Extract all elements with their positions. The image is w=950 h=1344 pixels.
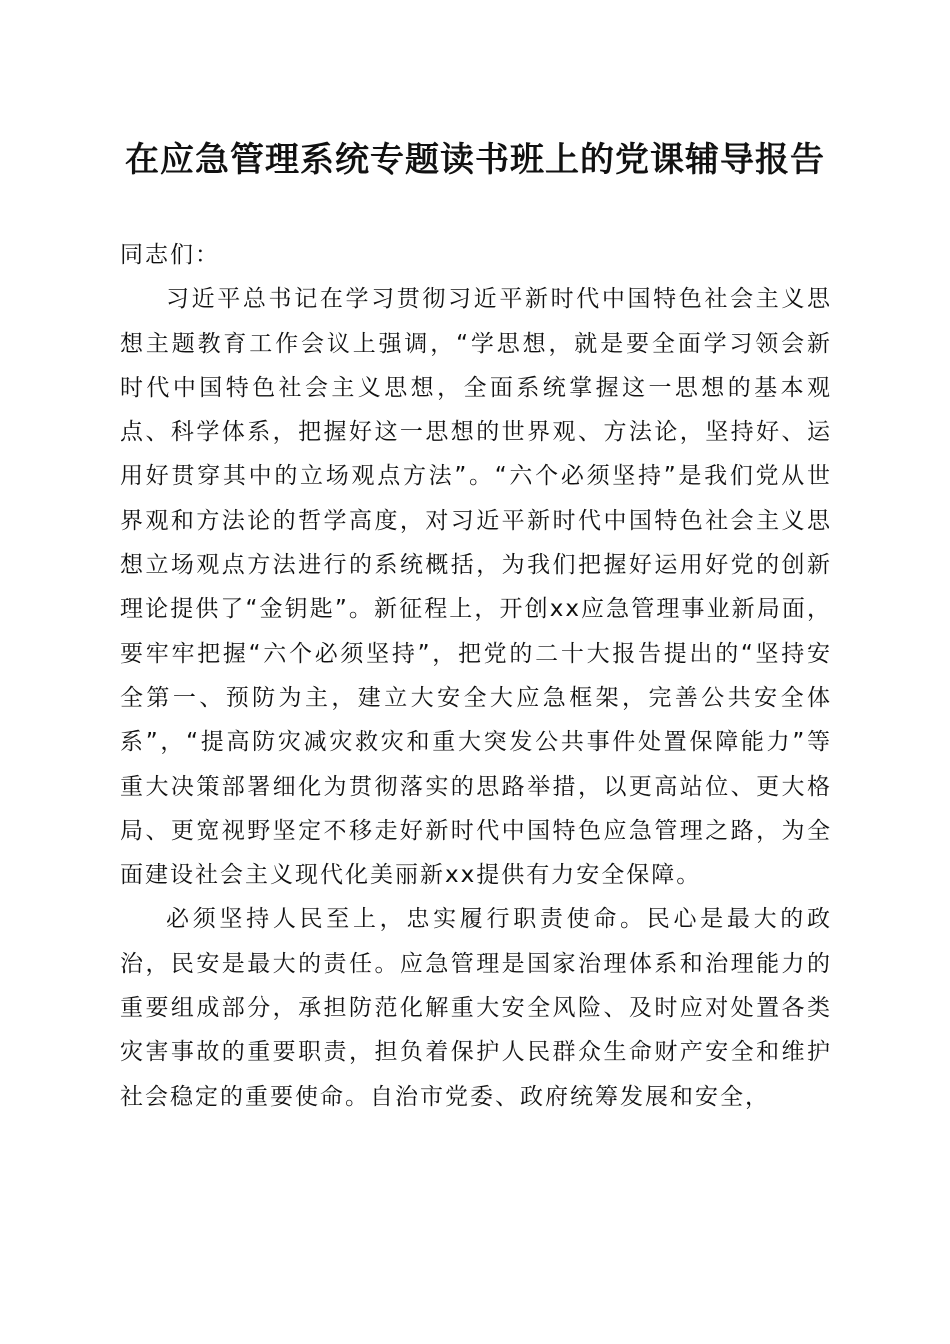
paragraph-1: 习近平总书记在学习贯彻习近平新时代中国特色社会主义思想主题教育工作会议上强调，“学思想，就是要全面学习领会新时代中国特色社会主义思想，全面系统掌握这一思想的基本观点、科学体系，把握好这一思想的世界观、方法论，坚持好、运用好贯穿其中的立场观点方法”。“六个必须坚持”是我们党从世界观和方法论的哲学高度，对习近平新时代中国特色社会主义思想立场观点方法进行的系统概括，为我们把握好运用好党的创新理论提供了“金钥匙”。新征程上，开创xx应急管理事业新局面，要牢牢把握“六个必须坚持”，把党的二十大报告提出的“坚持安全第一、预防为主，建立大安全大应急框架，完善公共安全体系”，“提高防灾减灾救灾和重大突发公共事件处置保障能力”等重大决策部署细化为贯彻落实的思路举措，以更高站位、更大格局、更宽视野坚定不移走好新时代中国特色应急管理之路，为全面建设社会主义现代化美丽新xx提供有力安全保障。 [120, 286, 832, 889]
document-body [120, 233, 832, 1119]
paragraph-2: 必须坚持人民至上，忠实履行职责使命。民心是最大的政治，民安是最大的责任。应急管理是国家治理体系和治理能力的重要组成部分，承担防范化解重大安全风险、及时应对处置各类灾害事故的重要职责，担负着保护人民群众生命财产安全和维护社会稳定的重要使命。自治市党委、政府统筹发展和安全， [120, 906, 832, 1110]
document-title: 在应急管理系统专题读书班上的党课辅导报告 [125, 140, 825, 180]
salutation: 同志们： [120, 242, 220, 268]
